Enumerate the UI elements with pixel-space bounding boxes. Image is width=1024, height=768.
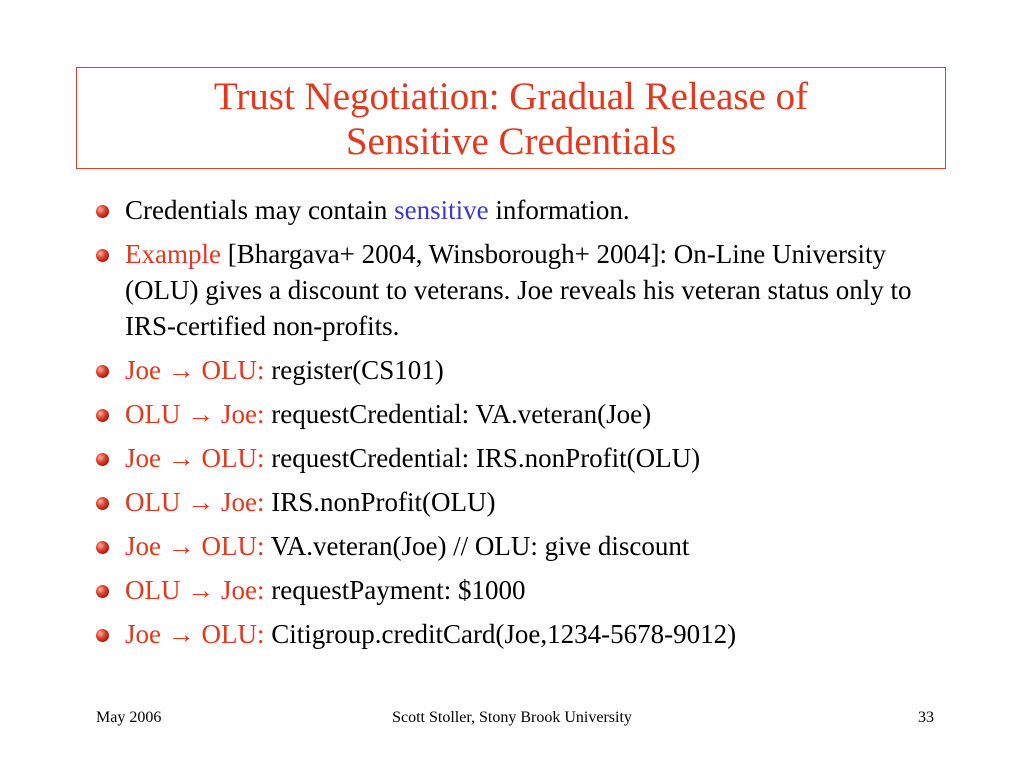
bullet-icon (96, 453, 109, 466)
bullet-icon (96, 205, 109, 218)
footer-date: May 2006 (96, 709, 162, 726)
bullet-label: Joe → OLU: (125, 619, 265, 649)
bullet-highlight: sensitive (394, 195, 489, 225)
bullet-icon (96, 629, 109, 642)
bullet-text: VA.veteran(Joe) // OLU: give discount (264, 531, 690, 561)
bullet-label: Joe → OLU: (125, 443, 265, 473)
bullet-item (96, 528, 946, 564)
bullet-item (96, 484, 946, 520)
bullet-icon (96, 409, 109, 422)
bullet-text: information. (488, 195, 630, 225)
bullet-icon (96, 365, 109, 378)
slide-title-line-2: Sensitive Credentials (345, 120, 677, 163)
bullet-label: OLU → Joe: (125, 399, 265, 429)
bullet-icon (96, 585, 109, 598)
bullet-text: Citigroup.creditCard(Joe,1234-5678-9012) (264, 619, 737, 649)
bullet-label: Joe → OLU: (125, 531, 265, 561)
bullet-item (96, 572, 946, 608)
bullet-text: requestPayment: $1000 (264, 575, 526, 605)
bullet-item (96, 440, 946, 476)
bullet-text: Credentials may contain (125, 195, 395, 225)
bullet-item (96, 236, 946, 344)
bullet-icon (96, 249, 109, 262)
footer-author: Scott Stoller, Stony Brook University (392, 709, 632, 726)
footer-page-number: 33 (918, 709, 934, 726)
bullet-item (96, 192, 946, 228)
bullet-item (96, 352, 946, 388)
bullet-text: requestCredential: IRS.nonProfit(OLU) (264, 443, 701, 473)
bullet-text: IRS.nonProfit(OLU) (264, 487, 496, 517)
slide-title-line-1: Trust Negotiation: Gradual Release of (213, 75, 809, 118)
bullet-label: Joe → OLU: (125, 355, 265, 385)
bullet-icon (96, 541, 109, 554)
bullet-label: Example (125, 239, 221, 269)
slide-title-box (76, 67, 946, 169)
bullet-icon (96, 497, 109, 510)
bullet-text: register(CS101) (264, 355, 444, 385)
bullet-text: requestCredential: VA.veteran(Joe) (264, 399, 652, 429)
bullet-item (96, 616, 946, 652)
bullet-label: OLU → Joe: (125, 487, 265, 517)
bullet-text: [Bhargava+ 2004, Winsborough+ 2004]: On-Line University (OLU) gives a discount to veterans. Joe reveals his veteran status only to IRS-certified non-profits. (125, 239, 912, 341)
bullet-list (96, 192, 946, 660)
bullet-item (96, 396, 946, 432)
bullet-label: OLU → Joe: (125, 575, 265, 605)
